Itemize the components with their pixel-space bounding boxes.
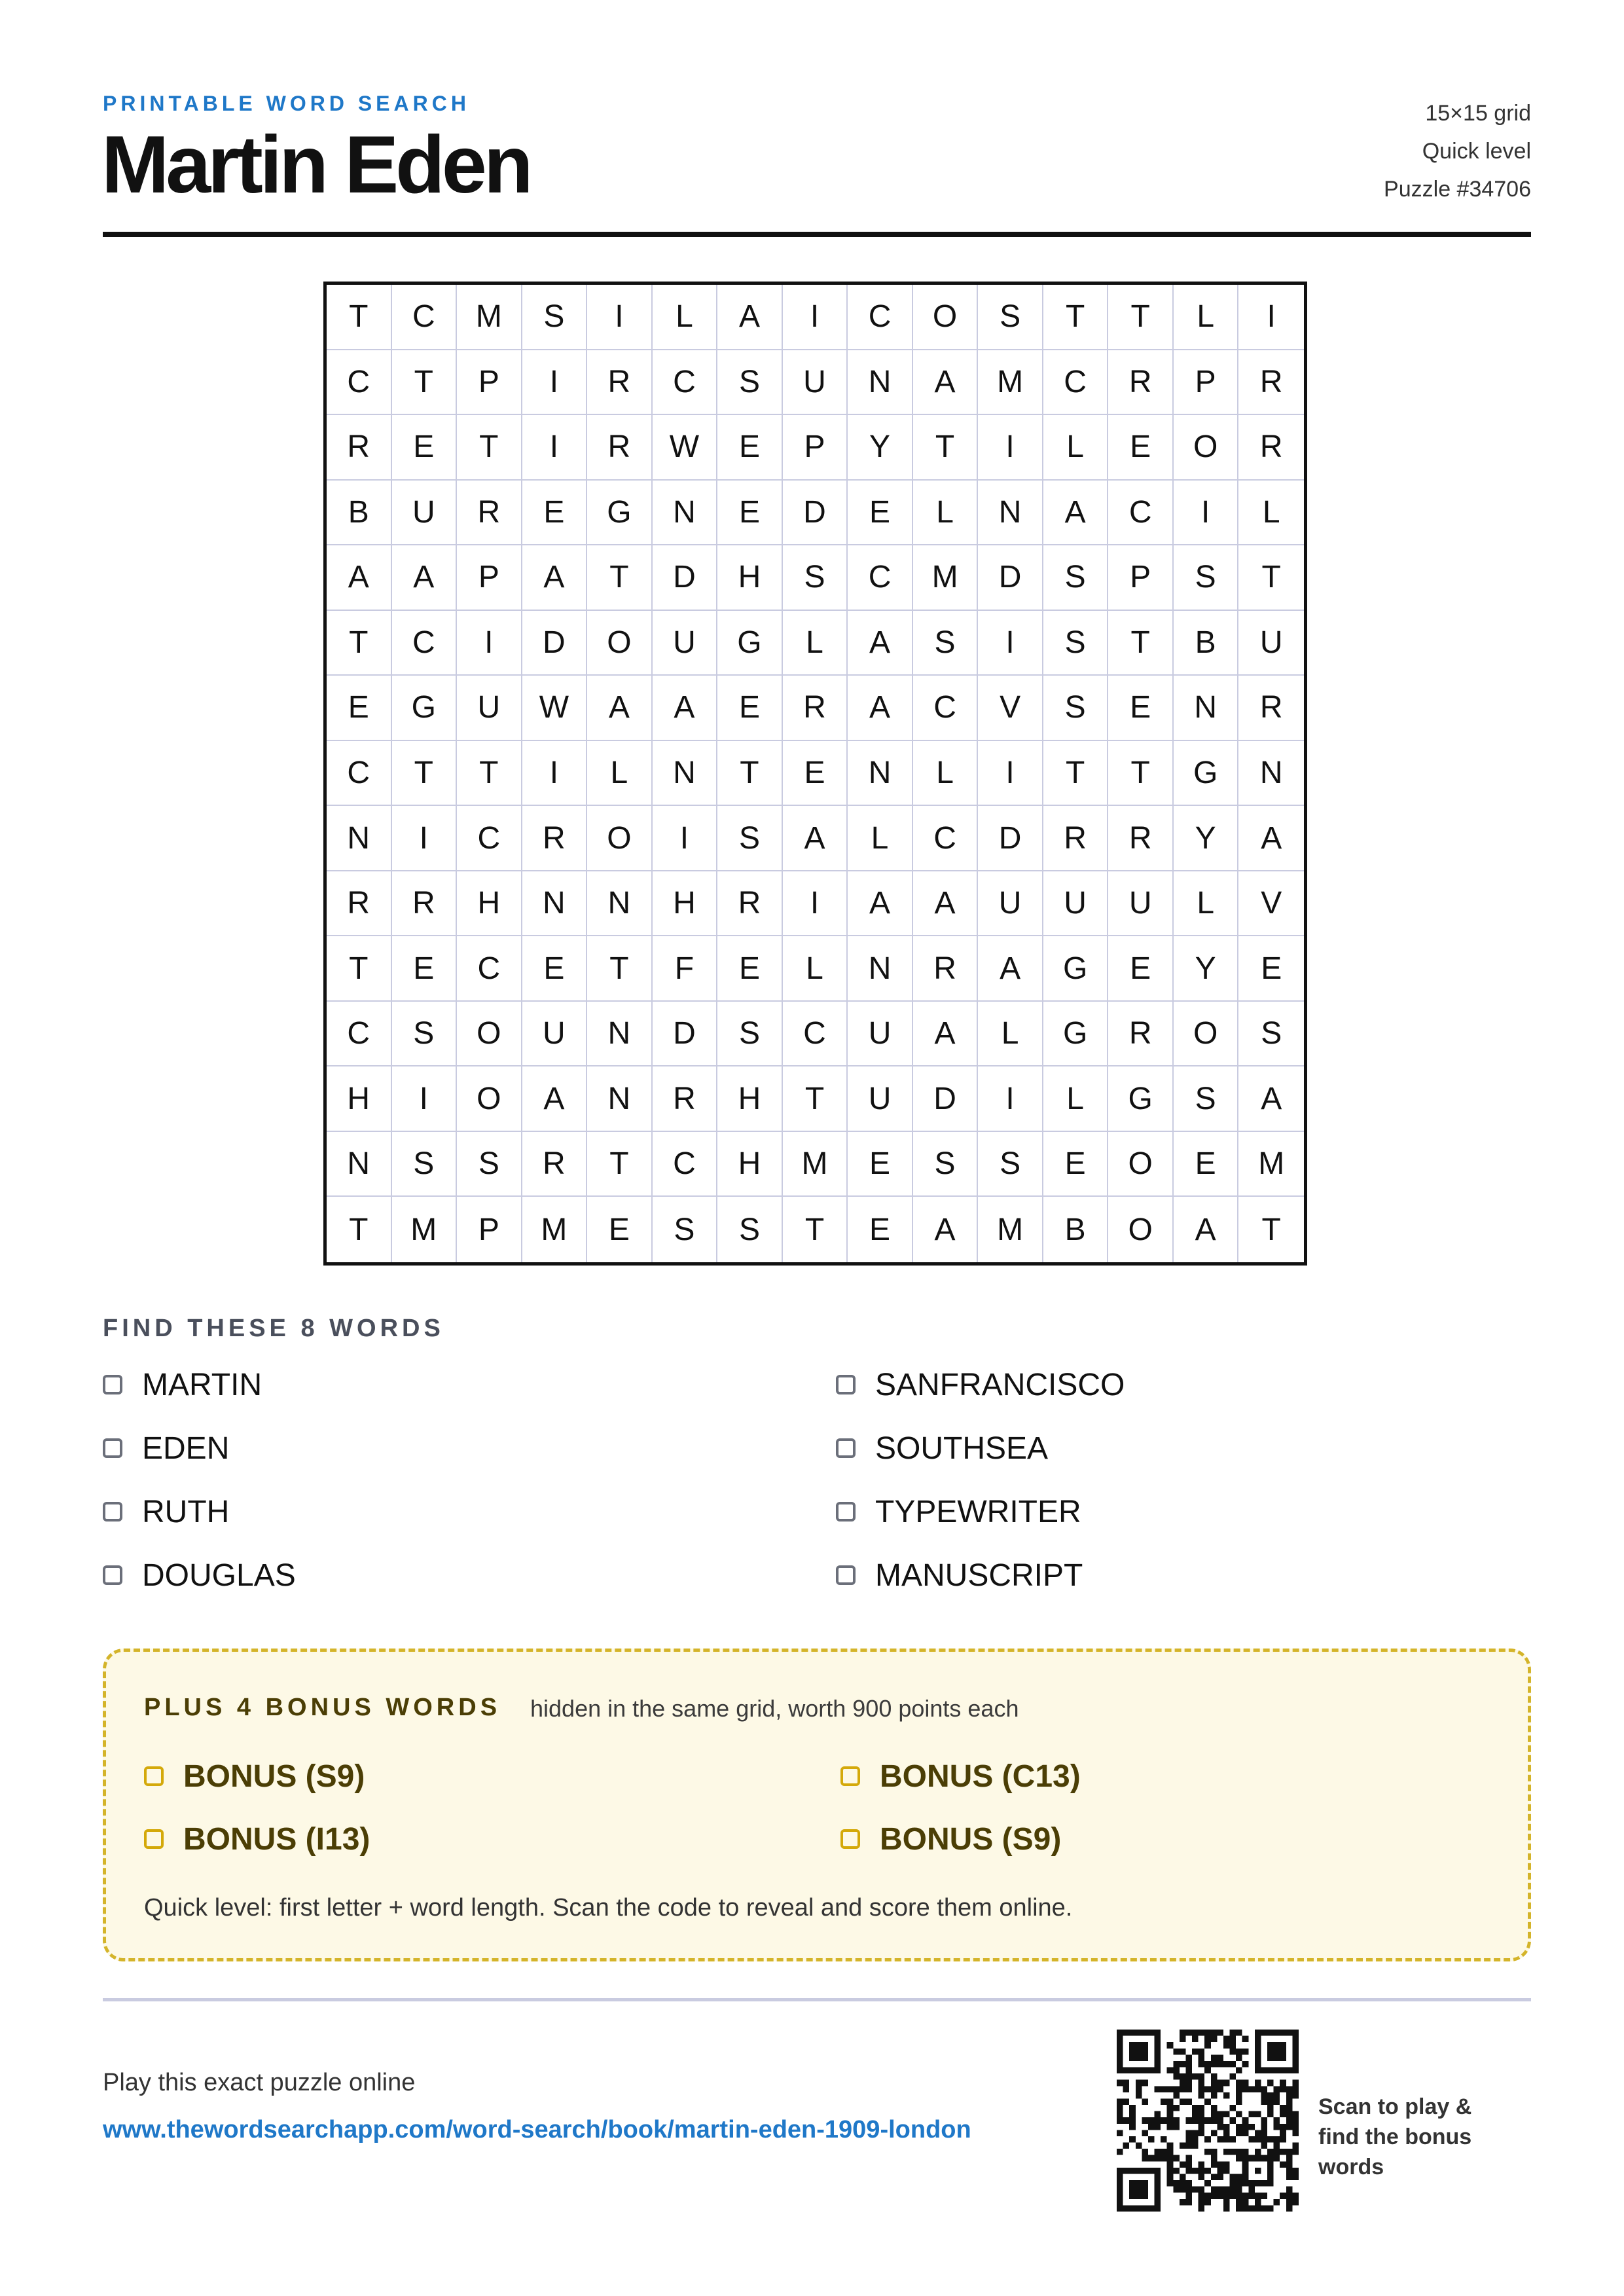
- grid-cell[interactable]: T: [457, 741, 522, 807]
- checkbox-icon[interactable]: [836, 1565, 856, 1585]
- grid-cell[interactable]: S: [913, 1132, 979, 1197]
- letter-grid: [323, 282, 1307, 1266]
- grid-cell[interactable]: I: [783, 871, 848, 937]
- grid-cell[interactable]: T: [1108, 611, 1174, 676]
- grid-cell[interactable]: V: [1238, 871, 1304, 937]
- grid-cell[interactable]: L: [913, 481, 979, 546]
- grid-cell[interactable]: A: [717, 285, 783, 350]
- grid-cell[interactable]: D: [522, 611, 588, 676]
- grid-cell[interactable]: T: [783, 1197, 848, 1262]
- qr-caption: Scan to play & find the bonus words: [1318, 2094, 1472, 2179]
- word-label: SOUTHSEA: [875, 1430, 1049, 1466]
- grid-cell[interactable]: L: [1174, 871, 1239, 937]
- grid-cell[interactable]: O: [587, 806, 653, 871]
- bonus-word-item[interactable]: [144, 1757, 365, 1796]
- grid-cell[interactable]: M: [457, 285, 522, 350]
- grid-cell[interactable]: L: [783, 611, 848, 676]
- grid-cell[interactable]: L: [1043, 415, 1109, 481]
- grid-size-label: 15×15 grid: [1425, 101, 1531, 126]
- grid-cell[interactable]: U: [392, 481, 458, 546]
- checkbox-icon[interactable]: [103, 1565, 122, 1585]
- grid-cell[interactable]: S: [978, 285, 1043, 350]
- grid-cell[interactable]: P: [1174, 350, 1239, 416]
- grid-cell[interactable]: G: [587, 481, 653, 546]
- grid-cell[interactable]: E: [522, 936, 588, 1002]
- word-item[interactable]: [103, 1365, 262, 1404]
- grid-cell[interactable]: T: [783, 1066, 848, 1132]
- grid-cell[interactable]: W: [653, 415, 718, 481]
- grid-cell[interactable]: I: [978, 1066, 1043, 1132]
- grid-cell[interactable]: C: [653, 1132, 718, 1197]
- grid-cell[interactable]: E: [848, 481, 913, 546]
- grid-cell[interactable]: M: [978, 1197, 1043, 1262]
- grid-cell[interactable]: R: [522, 806, 588, 871]
- grid-cell[interactable]: R: [913, 936, 979, 1002]
- grid-cell[interactable]: R: [327, 415, 392, 481]
- grid-cell[interactable]: A: [913, 350, 979, 416]
- grid-cell[interactable]: C: [327, 741, 392, 807]
- grid-cell[interactable]: G: [1043, 936, 1109, 1002]
- word-item[interactable]: [836, 1429, 1048, 1468]
- grid-cell[interactable]: N: [978, 481, 1043, 546]
- grid-cell[interactable]: S: [1174, 1066, 1239, 1132]
- grid-cell[interactable]: C: [457, 936, 522, 1002]
- grid-cell[interactable]: T: [392, 350, 458, 416]
- grid-cell[interactable]: S: [783, 545, 848, 611]
- grid-cell[interactable]: O: [1108, 1132, 1174, 1197]
- grid-cell[interactable]: I: [783, 285, 848, 350]
- grid-cell[interactable]: F: [653, 936, 718, 1002]
- grid-cell[interactable]: C: [848, 285, 913, 350]
- grid-cell[interactable]: N: [653, 741, 718, 807]
- grid-cell[interactable]: I: [978, 415, 1043, 481]
- grid-cell[interactable]: B: [1174, 611, 1239, 676]
- grid-cell[interactable]: A: [392, 545, 458, 611]
- grid-cell[interactable]: P: [457, 350, 522, 416]
- grid-cell[interactable]: U: [457, 676, 522, 741]
- grid-cell[interactable]: T: [1261, 1212, 1281, 1247]
- grid-cell[interactable]: H: [717, 1132, 783, 1197]
- word-item[interactable]: [836, 1556, 1083, 1595]
- grid-cell[interactable]: E: [717, 936, 783, 1002]
- grid-cell[interactable]: I: [978, 611, 1043, 676]
- grid-cell[interactable]: R: [587, 415, 653, 481]
- grid-cell[interactable]: B: [327, 481, 392, 546]
- grid-cell[interactable]: E: [848, 1132, 913, 1197]
- puzzle-kicker: PRINTABLE WORD SEARCH: [103, 92, 470, 115]
- grid-cell[interactable]: S: [717, 1197, 783, 1262]
- grid-cell[interactable]: S: [457, 1132, 522, 1197]
- grid-cell[interactable]: M: [392, 1197, 458, 1262]
- grid-cell[interactable]: I: [522, 415, 588, 481]
- grid-cell[interactable]: L: [1043, 1066, 1109, 1132]
- grid-cell[interactable]: N: [327, 1132, 392, 1197]
- grid-cell[interactable]: N: [1238, 741, 1304, 807]
- grid-cell[interactable]: U: [1043, 871, 1109, 937]
- grid-cell[interactable]: E: [522, 481, 588, 546]
- grid-cell[interactable]: W: [522, 676, 588, 741]
- grid-cell[interactable]: H: [717, 545, 783, 611]
- grid-cell[interactable]: T: [327, 936, 392, 1002]
- grid-cell[interactable]: A: [978, 936, 1043, 1002]
- grid-cell[interactable]: R: [1108, 1002, 1174, 1067]
- bonus-panel: [103, 1649, 1531, 1961]
- grid-cell[interactable]: C: [913, 676, 979, 741]
- grid-cell[interactable]: R: [1043, 806, 1109, 871]
- grid-cell[interactable]: I: [392, 1066, 458, 1132]
- grid-cell[interactable]: T: [327, 285, 392, 350]
- grid-cell[interactable]: C: [913, 806, 979, 871]
- grid-cell[interactable]: E: [392, 415, 458, 481]
- grid-cell[interactable]: A: [327, 545, 392, 611]
- grid-cell[interactable]: A: [848, 676, 913, 741]
- grid-cell[interactable]: C: [848, 545, 913, 611]
- grid-cell[interactable]: D: [913, 1066, 979, 1132]
- grid-cell[interactable]: L: [1238, 481, 1304, 546]
- grid-cell[interactable]: A: [913, 1197, 979, 1262]
- grid-cell[interactable]: S: [653, 1197, 718, 1262]
- grid-cell[interactable]: U: [848, 1002, 913, 1067]
- grid-cell[interactable]: C: [1043, 350, 1109, 416]
- qr-code-icon[interactable]: [1117, 2030, 1299, 2212]
- grid-cell[interactable]: I: [978, 741, 1043, 807]
- grid-cell[interactable]: O: [913, 285, 979, 350]
- grid-cell[interactable]: T: [587, 545, 653, 611]
- grid-cell[interactable]: N: [848, 350, 913, 416]
- grid-cell[interactable]: T: [1043, 285, 1109, 350]
- grid-cell[interactable]: R: [783, 676, 848, 741]
- grid-cell[interactable]: A: [653, 676, 718, 741]
- grid-cell[interactable]: S: [392, 1002, 458, 1067]
- grid-cell[interactable]: N: [848, 936, 913, 1002]
- grid-cell[interactable]: R: [653, 1066, 718, 1132]
- grid-cell[interactable]: U: [978, 871, 1043, 937]
- grid-cell[interactable]: T: [1108, 741, 1174, 807]
- grid-cell[interactable]: U: [848, 1066, 913, 1132]
- grid-cell[interactable]: I: [1174, 481, 1239, 546]
- bonus-word-label: BONUS (I13): [183, 1821, 370, 1857]
- grid-cell[interactable]: A: [1238, 806, 1304, 871]
- grid-cell[interactable]: T: [1238, 545, 1304, 611]
- word-item[interactable]: [836, 1365, 1125, 1404]
- grid-cell[interactable]: M: [1238, 1132, 1304, 1197]
- checkbox-icon[interactable]: [840, 1766, 860, 1786]
- grid-cell[interactable]: R: [457, 481, 522, 546]
- grid-cell[interactable]: I: [522, 741, 588, 807]
- word-label: SANFRANCISCO: [875, 1367, 1125, 1402]
- grid-cell[interactable]: L: [848, 806, 913, 871]
- grid-cell[interactable]: S: [717, 350, 783, 416]
- grid-cell[interactable]: A: [1174, 1197, 1239, 1262]
- grid-cell[interactable]: T: [392, 741, 458, 807]
- word-label: EDEN: [142, 1430, 230, 1466]
- grid-cell[interactable]: A: [913, 871, 979, 937]
- grid-cell[interactable]: A: [522, 545, 588, 611]
- grid-cell[interactable]: Y: [848, 415, 913, 481]
- grid-cell[interactable]: U: [522, 1002, 588, 1067]
- grid-cell[interactable]: E: [327, 676, 392, 741]
- grid-cell[interactable]: M: [522, 1197, 588, 1262]
- grid-cell[interactable]: S: [1043, 611, 1109, 676]
- grid-cell[interactable]: R: [587, 350, 653, 416]
- grid-cell[interactable]: R: [392, 871, 458, 937]
- play-online-label: Play this exact puzzle online: [103, 2069, 416, 2096]
- checkbox-icon[interactable]: [836, 1502, 856, 1522]
- grid-cell[interactable]: I: [653, 806, 718, 871]
- grid-cell[interactable]: L: [913, 741, 979, 807]
- grid-cell[interactable]: O: [457, 1066, 522, 1132]
- grid-cell[interactable]: B: [1043, 1197, 1109, 1262]
- grid-cell[interactable]: U: [1238, 611, 1304, 676]
- find-words-heading: FIND THESE 8 WORDS: [103, 1315, 444, 1342]
- grid-cell[interactable]: A: [522, 1066, 588, 1132]
- grid-cell[interactable]: T: [587, 936, 653, 1002]
- grid-cell[interactable]: H: [717, 1066, 783, 1132]
- word-label: MANUSCRIPT: [875, 1558, 1083, 1593]
- bonus-word-item[interactable]: [840, 1757, 1081, 1796]
- grid-cell[interactable]: S: [522, 285, 588, 350]
- grid-cell[interactable]: D: [783, 481, 848, 546]
- grid-cell[interactable]: I: [522, 350, 588, 416]
- grid-cell[interactable]: L: [978, 1002, 1043, 1067]
- grid-cell[interactable]: T: [327, 1197, 392, 1262]
- grid-cell[interactable]: I: [457, 611, 522, 676]
- checkbox-icon[interactable]: [836, 1375, 856, 1394]
- grid-cell[interactable]: A: [783, 806, 848, 871]
- grid-cell[interactable]: G: [1043, 1002, 1109, 1067]
- grid-cell[interactable]: R: [1238, 350, 1304, 416]
- bonus-word-label: BONUS (S9): [880, 1821, 1062, 1857]
- grid-cell[interactable]: C: [392, 611, 458, 676]
- word-label: MARTIN: [142, 1367, 262, 1402]
- grid-cell[interactable]: L: [783, 936, 848, 1002]
- page-title: Martin Eden: [101, 120, 530, 210]
- grid-cell[interactable]: T: [1043, 741, 1109, 807]
- grid-cell[interactable]: S: [717, 1002, 783, 1067]
- grid-cell[interactable]: P: [457, 1197, 522, 1262]
- grid-cell[interactable]: C: [327, 1002, 392, 1067]
- grid-cell[interactable]: P: [783, 415, 848, 481]
- grid-cell[interactable]: R: [717, 871, 783, 937]
- grid-cell[interactable]: S: [1174, 545, 1239, 611]
- grid-cell[interactable]: E: [717, 676, 783, 741]
- grid-cell[interactable]: E: [1108, 415, 1174, 481]
- grid-cell[interactable]: R: [327, 871, 392, 937]
- grid-cell[interactable]: E: [1108, 676, 1174, 741]
- grid-cell[interactable]: S: [392, 1132, 458, 1197]
- level-label: Quick level: [1422, 139, 1531, 164]
- word-list: [103, 1365, 1531, 1627]
- grid-cell[interactable]: A: [848, 611, 913, 676]
- grid-cell[interactable]: M: [783, 1132, 848, 1197]
- bonus-word-item[interactable]: [144, 1819, 370, 1859]
- grid-cell[interactable]: P: [1108, 545, 1174, 611]
- grid-cell[interactable]: D: [653, 1002, 718, 1067]
- grid-cell[interactable]: E: [1043, 1132, 1109, 1197]
- puzzle-id-label: Puzzle #34706: [1384, 177, 1531, 202]
- grid-cell[interactable]: G: [1174, 741, 1239, 807]
- grid-cell[interactable]: S: [717, 806, 783, 871]
- grid-cell[interactable]: C: [457, 806, 522, 871]
- grid-cell[interactable]: N: [587, 1002, 653, 1067]
- grid-cell[interactable]: U: [783, 350, 848, 416]
- grid-cell[interactable]: A: [1238, 1066, 1304, 1132]
- bonus-subtitle: hidden in the same grid, worth 900 points each: [530, 1695, 1019, 1722]
- word-label: DOUGLAS: [142, 1558, 296, 1593]
- bonus-word-label: BONUS (S9): [183, 1758, 365, 1794]
- grid-cell[interactable]: O: [587, 611, 653, 676]
- grid-cell[interactable]: A: [1043, 481, 1109, 546]
- grid-cell[interactable]: N: [522, 871, 588, 937]
- grid-cell[interactable]: A: [587, 676, 653, 741]
- grid-cell[interactable]: V: [978, 676, 1043, 741]
- checkbox-icon[interactable]: [103, 1375, 122, 1394]
- puzzle-meta: [1384, 94, 1531, 208]
- puzzle-url-link[interactable]: www.thewordsearchapp.com/word-search/book/martin-eden-1909-london: [103, 2116, 971, 2143]
- grid-cell[interactable]: O: [457, 1002, 522, 1067]
- grid-cell[interactable]: R: [522, 1132, 588, 1197]
- grid-cell[interactable]: Y: [1174, 936, 1239, 1002]
- grid-cell[interactable]: E: [1174, 1132, 1239, 1197]
- grid-cell[interactable]: N: [848, 741, 913, 807]
- header-divider: [103, 232, 1531, 237]
- bonus-word-label: BONUS (C13): [880, 1758, 1081, 1794]
- grid-cell[interactable]: L: [1174, 285, 1239, 350]
- grid-cell[interactable]: O: [1174, 415, 1239, 481]
- grid-cell[interactable]: S: [1238, 1002, 1304, 1067]
- grid-cell[interactable]: C: [783, 1002, 848, 1067]
- grid-cell[interactable]: U: [1108, 871, 1174, 937]
- grid-cell[interactable]: N: [1174, 676, 1239, 741]
- grid-cell[interactable]: O: [1174, 1002, 1239, 1067]
- grid-cell[interactable]: E: [1238, 936, 1304, 1002]
- grid-cell[interactable]: T: [717, 741, 783, 807]
- grid-cell[interactable]: R: [1238, 676, 1304, 741]
- checkbox-icon[interactable]: [840, 1829, 860, 1849]
- word-label: TYPEWRITER: [875, 1494, 1081, 1529]
- grid-cell[interactable]: E: [848, 1197, 913, 1262]
- checkbox-icon[interactable]: [103, 1502, 122, 1522]
- grid-cell[interactable]: H: [653, 871, 718, 937]
- grid-cell[interactable]: I: [392, 806, 458, 871]
- grid-cell[interactable]: R: [1238, 415, 1304, 481]
- grid-cell[interactable]: R: [1108, 350, 1174, 416]
- grid-cell[interactable]: Y: [1174, 806, 1239, 871]
- checkbox-icon[interactable]: [144, 1766, 164, 1786]
- grid-cell[interactable]: H: [457, 871, 522, 937]
- grid-cell[interactable]: S: [1043, 545, 1109, 611]
- grid-cell[interactable]: I: [587, 285, 653, 350]
- grid-cell[interactable]: H: [327, 1066, 392, 1132]
- grid-cell[interactable]: M: [978, 350, 1043, 416]
- grid-cell[interactable]: C: [327, 350, 392, 416]
- grid-cell[interactable]: E: [392, 936, 458, 1002]
- grid-cell[interactable]: T: [913, 415, 979, 481]
- grid-cell[interactable]: I: [1238, 285, 1304, 350]
- grid-cell[interactable]: M: [913, 545, 979, 611]
- grid-cell[interactable]: N: [587, 1066, 653, 1132]
- grid-cell[interactable]: S: [913, 611, 979, 676]
- grid-cell[interactable]: G: [392, 676, 458, 741]
- grid-cell[interactable]: G: [1108, 1066, 1174, 1132]
- word-item[interactable]: [103, 1429, 229, 1468]
- grid-cell[interactable]: T: [457, 415, 522, 481]
- grid-cell[interactable]: C: [1108, 481, 1174, 546]
- grid-cell[interactable]: A: [848, 871, 913, 937]
- grid-cell[interactable]: C: [653, 350, 718, 416]
- grid-cell[interactable]: D: [978, 806, 1043, 871]
- grid-cell[interactable]: L: [653, 285, 718, 350]
- grid-cell[interactable]: E: [717, 481, 783, 546]
- grid-cell[interactable]: U: [653, 611, 718, 676]
- grid-cell[interactable]: O: [1108, 1197, 1174, 1262]
- checkbox-icon[interactable]: [836, 1438, 856, 1458]
- grid-cell[interactable]: T: [327, 611, 392, 676]
- grid-cell[interactable]: R: [1108, 806, 1174, 871]
- grid-cell[interactable]: C: [392, 285, 458, 350]
- grid-cell[interactable]: S: [978, 1132, 1043, 1197]
- grid-cell[interactable]: E: [587, 1197, 653, 1262]
- grid-cell[interactable]: E: [1108, 936, 1174, 1002]
- grid-cell[interactable]: P: [457, 545, 522, 611]
- grid-cell[interactable]: L: [587, 741, 653, 807]
- word-item[interactable]: [836, 1492, 1081, 1531]
- grid-cell[interactable]: N: [327, 806, 392, 871]
- grid-cell[interactable]: T: [587, 1132, 653, 1197]
- grid-cell[interactable]: D: [978, 545, 1043, 611]
- grid-cell[interactable]: E: [717, 415, 783, 481]
- word-label: RUTH: [142, 1494, 230, 1529]
- word-item[interactable]: [103, 1556, 296, 1595]
- grid-cell[interactable]: N: [587, 871, 653, 937]
- checkbox-icon[interactable]: [103, 1438, 122, 1458]
- bonus-heading: PLUS 4 BONUS WORDS: [144, 1694, 501, 1721]
- grid-cell[interactable]: N: [653, 481, 718, 546]
- word-item[interactable]: [103, 1492, 229, 1531]
- footer-divider: [103, 1998, 1531, 2001]
- checkbox-icon[interactable]: [144, 1829, 164, 1849]
- grid-cell[interactable]: G: [717, 611, 783, 676]
- grid-cell[interactable]: D: [653, 545, 718, 611]
- bonus-note: Quick level: first letter + word length. Scan the code to reveal and score them online.: [144, 1894, 1073, 1922]
- grid-cell[interactable]: S: [1043, 676, 1109, 741]
- grid-cell[interactable]: T: [1108, 285, 1174, 350]
- grid-cell[interactable]: A: [913, 1002, 979, 1067]
- bonus-word-item[interactable]: [840, 1819, 1061, 1859]
- grid-cell[interactable]: E: [783, 741, 848, 807]
